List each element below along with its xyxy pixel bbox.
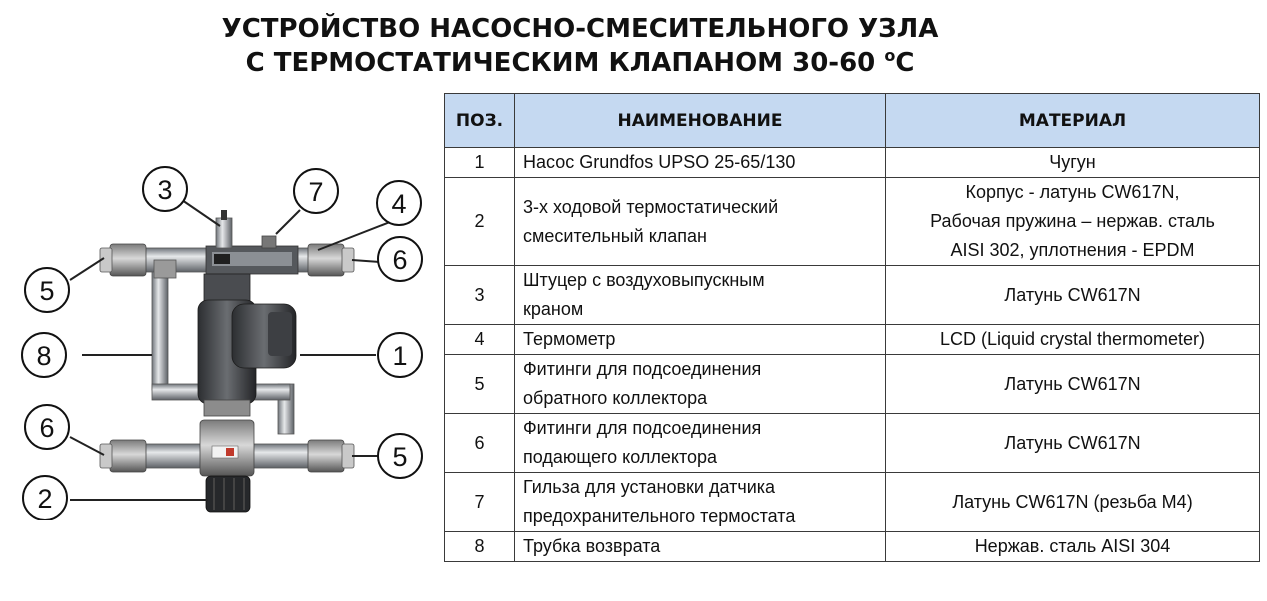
row-name [515,266,886,325]
callout-2 [23,476,67,520]
svg-text:6: 6 [392,245,408,275]
table-header-row [445,94,1260,148]
row-name [515,414,886,473]
fitting-top-left [100,244,146,276]
callout-6-top [378,237,422,281]
row-material [886,414,1260,473]
row-pos: 5 [445,355,515,414]
pump-assembly-diagram [0,150,440,520]
row-material-line: LCD (Liquid crystal thermometer) [939,329,1206,349]
table-row [445,148,1260,178]
svg-text:6: 6 [39,413,55,443]
table-row [445,178,1260,266]
row-material [886,325,1260,355]
row-pos: 4 [445,325,515,355]
svg-text:5: 5 [39,276,55,306]
table-row [445,532,1260,562]
row-name-line: Гильза для установки датчика [523,477,776,497]
row-material-line: Латунь CW617N [1004,284,1141,305]
row-name [515,325,886,355]
fitting-bottom-right [308,440,354,472]
row-material-line: Корпус - латунь CW617N, [965,182,1180,202]
row-material [886,148,1260,178]
row-name-line: Фитинги для подсоединения [523,359,762,379]
page-title [90,12,1070,80]
row-name-line: Штуцер с воздуховыпускным [523,270,765,290]
row-name-line: Насос Grundfos UPSO 25-65/130 [523,152,796,172]
svg-text:5: 5 [392,442,408,472]
unit-text: С [895,48,915,78]
table-row [445,325,1260,355]
svg-text:2: 2 [37,484,53,514]
row-name-line: 3-х ходовой термостатический [523,196,779,217]
row-material [886,355,1260,414]
table-row [445,266,1260,325]
row-name [515,532,886,562]
row-name [515,148,886,178]
row-name [515,355,886,414]
callout-3 [143,167,187,211]
svg-text:3: 3 [157,175,173,205]
row-name-line: Термометр [523,329,616,349]
title-line-2 [90,46,1070,80]
row-material [886,473,1260,532]
parts-table [444,93,1260,562]
fitting-top-right [308,244,354,276]
callout-8 [22,333,66,377]
row-pos: 7 [445,473,515,532]
callout-5-bottom [378,434,422,478]
title-line-1: УСТРОЙСТВО НАСОСНО-СМЕСИТЕЛЬНОГО УЗЛА [221,14,939,44]
svg-text:7: 7 [308,177,324,207]
header-pos: ПОЗ. [445,94,515,148]
row-material-line: Латунь CW617N [1004,373,1141,394]
row-pos: 8 [445,532,515,562]
row-material [886,532,1260,562]
callout-4 [377,181,421,225]
row-name-line: краном [523,299,584,319]
row-pos: 3 [445,266,515,325]
header-material: МАТЕРИАЛ [886,94,1260,148]
row-material [886,266,1260,325]
row-name-line: подающего коллектора [523,447,718,467]
thermostatic-valve [200,420,254,512]
svg-text:8: 8 [36,341,52,371]
callout-1 [378,333,422,377]
title-line-2-text: С ТЕРМОСТАТИЧЕСКИМ КЛАПАНОМ 30-60 [245,48,885,78]
row-name-line: смесительный клапан [523,225,707,246]
row-pos: 2 [445,178,515,266]
row-name [515,178,886,266]
row-material-line: Латунь CW617N [1004,432,1141,453]
row-pos: 1 [445,148,515,178]
table-body [445,148,1260,562]
row-name-line: Трубка возврата [523,536,661,556]
callout-5-top [25,268,69,312]
svg-text:4: 4 [391,189,407,219]
row-material-line: Рабочая пружина – нержав. сталь [930,211,1215,231]
callout-6-bottom [25,405,69,449]
row-material-line: Нержав. сталь AISI 304 [974,536,1171,556]
degree-sign: о [884,46,896,65]
row-name [515,473,886,532]
table-row [445,473,1260,532]
row-material-line: Латунь CW617N (резьба М4) [952,491,1193,512]
row-name-line: Фитинги для подсоединения [523,418,762,438]
row-pos: 6 [445,414,515,473]
row-name-line: обратного коллектора [523,388,708,408]
row-material-line: Чугун [1049,152,1096,172]
table-row [445,355,1260,414]
table-row [445,414,1260,473]
header-name: НАИМЕНОВАНИЕ [515,94,886,148]
row-material [886,178,1260,266]
row-name-line: предохранительного термостата [523,506,796,526]
fitting-bottom-left [100,440,146,472]
callout-7 [294,169,338,213]
svg-text:1: 1 [392,341,408,371]
row-material-line: AISI 302, уплотнения - EPDM [950,240,1195,260]
